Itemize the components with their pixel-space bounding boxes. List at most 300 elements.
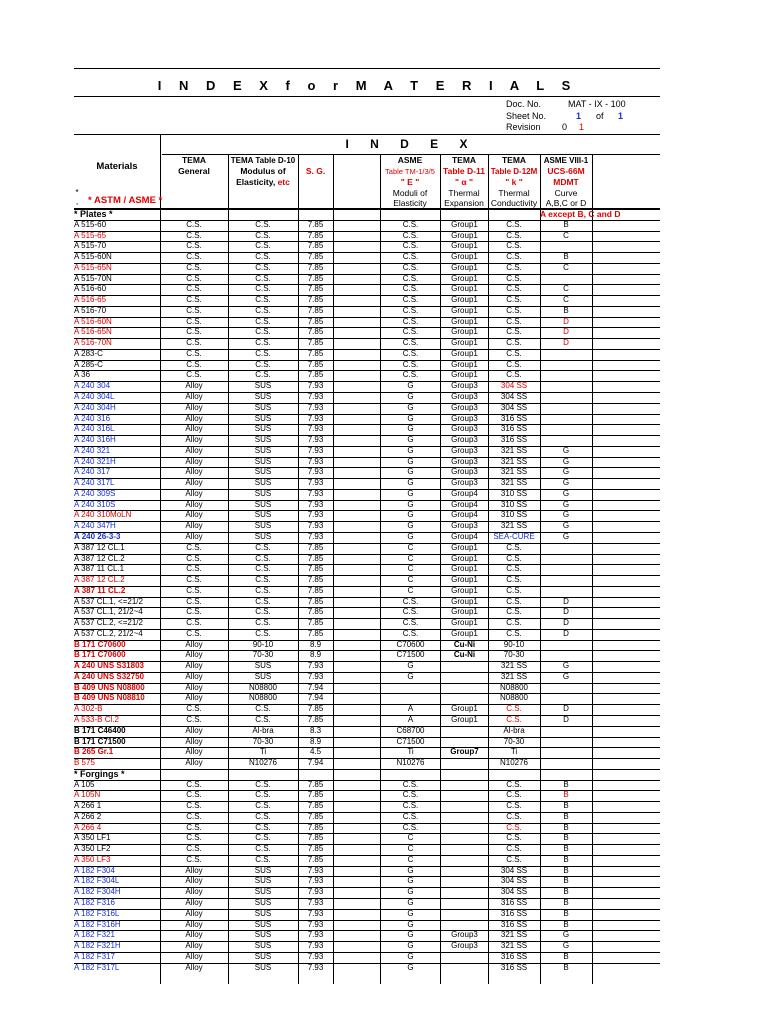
asme-e-cell: C — [407, 564, 414, 574]
material-cell: A 387 12 CL.2 — [74, 575, 125, 585]
general-cell: Alloy — [185, 919, 203, 929]
sg-cell: 7.85 — [307, 327, 324, 337]
alpha-cell: Cu-Ni — [453, 639, 476, 649]
k-cell: 316 SS — [500, 908, 528, 918]
curve-cell: B — [563, 919, 569, 929]
asme-e-cell: C — [407, 854, 414, 864]
asme-e-cell: C.S. — [402, 822, 419, 832]
k-cell: 321 SS — [500, 671, 528, 681]
asme-e-cell: C71500 — [396, 650, 425, 660]
asme-e-cell: C.S. — [402, 790, 419, 800]
general-cell: Alloy — [185, 381, 203, 391]
table-row — [74, 607, 660, 618]
asme-e-cell: G — [407, 445, 414, 455]
curve-cell: D — [563, 338, 569, 348]
asme-e-cell: C.S. — [402, 628, 419, 638]
asme-e-cell: G — [407, 865, 414, 875]
curve-cell: D — [563, 704, 569, 714]
alpha-cell: Group3 — [451, 941, 478, 951]
k-cell: C.S. — [506, 822, 522, 832]
material-cell: A 516-60N — [74, 316, 112, 326]
k-cell: C.S. — [506, 844, 522, 854]
curve-cell: G — [562, 671, 570, 681]
general-cell: Alloy — [185, 445, 203, 455]
general-cell: C.S. — [186, 822, 202, 832]
k-cell: C.S. — [506, 607, 522, 617]
asme-e-cell: G — [407, 671, 414, 681]
k-cell: 316 SS — [500, 962, 528, 972]
header-ucs66m: UCS-66M — [547, 166, 585, 176]
modulus-cell: C.S. — [255, 714, 271, 724]
k-cell: 70-30 — [503, 650, 525, 660]
alpha-cell: Group1 — [451, 596, 478, 606]
asme-e-cell: G — [407, 876, 414, 886]
general-cell: Alloy — [185, 435, 203, 445]
k-cell: C.S. — [506, 230, 522, 240]
modulus-cell: SUS — [254, 413, 272, 423]
material-cell: A 240 310MoLN — [74, 510, 132, 520]
asme-e-cell: C.S. — [402, 370, 419, 380]
k-cell: N08800 — [499, 682, 529, 692]
material-cell: A 285-C — [74, 359, 103, 369]
k-cell: C.S. — [506, 219, 522, 229]
general-cell: Alloy — [185, 908, 203, 918]
curve-cell: B — [563, 790, 569, 800]
curve-cell: D — [563, 327, 569, 337]
k-cell: 321 SS — [500, 521, 528, 531]
asme-e-cell: C.S. — [402, 607, 419, 617]
table-row — [74, 478, 660, 489]
asme-e-cell: C70600 — [396, 639, 425, 649]
header-curve: Curve — [554, 188, 578, 198]
modulus-cell: SUS — [254, 488, 272, 498]
material-cell: A 515-60N — [74, 252, 112, 262]
table-row — [74, 887, 660, 898]
modulus-cell: SUS — [254, 510, 272, 520]
k-cell: C.S. — [506, 241, 522, 251]
general-cell: C.S. — [186, 262, 202, 272]
asme-e-cell: G — [407, 941, 414, 951]
modulus-cell: SUS — [254, 467, 272, 477]
table-row — [74, 597, 660, 608]
modulus-cell: C.S. — [255, 618, 271, 628]
modulus-cell: C.S. — [255, 585, 271, 595]
sheet-value: 1 — [576, 111, 582, 121]
modulus-cell: C.S. — [255, 553, 271, 563]
modulus-cell: SUS — [254, 392, 272, 402]
curve-cell: B — [563, 962, 569, 972]
modulus-cell: SUS — [254, 424, 272, 434]
sg-cell: 8.9 — [309, 736, 322, 746]
table-row — [74, 414, 660, 425]
table-row — [74, 424, 660, 435]
modulus-cell: C.S. — [255, 241, 271, 251]
table-row — [74, 252, 660, 263]
modulus-cell: SUS — [254, 941, 272, 951]
alpha-cell: Group3 — [451, 467, 478, 477]
index-title: I N D E X — [345, 137, 477, 151]
modulus-cell: C.S. — [255, 564, 271, 574]
asme-e-cell: Ti — [407, 747, 414, 757]
curve-cell: G — [562, 499, 570, 509]
title-rule — [74, 96, 660, 97]
table-row — [74, 564, 660, 575]
revision-value: 0 — [562, 122, 568, 132]
material-cell: A 182 F316 — [74, 898, 115, 907]
table-row — [74, 737, 660, 748]
asme-e-cell: G — [407, 456, 414, 466]
sg-cell: 7.93 — [307, 445, 324, 455]
modulus-cell: SUS — [254, 531, 272, 541]
general-cell: C.S. — [186, 585, 202, 595]
material-cell: A 182 F316L — [74, 908, 120, 918]
alpha-cell: Group1 — [451, 230, 478, 240]
general-cell: Alloy — [185, 661, 203, 671]
modulus-cell: C.S. — [255, 811, 271, 821]
general-cell: Alloy — [185, 424, 203, 434]
table-row — [74, 715, 660, 726]
general-cell: Alloy — [185, 531, 203, 541]
header-conductivity: Conductivity — [490, 198, 538, 208]
table-row — [74, 629, 660, 640]
asme-e-cell: G — [407, 887, 414, 897]
k-cell: C.S. — [506, 833, 522, 843]
asme-e-cell: C.S. — [402, 273, 419, 283]
k-cell: C.S. — [506, 305, 522, 315]
sg-cell: 7.93 — [307, 941, 324, 951]
material-cell: A 240 316 — [74, 413, 111, 423]
table-row — [74, 317, 660, 328]
general-cell: C.S. — [186, 316, 202, 326]
sg-cell: 7.85 — [307, 241, 324, 251]
table-row — [74, 231, 660, 242]
k-cell: C.S. — [506, 316, 522, 326]
k-cell: 321 SS — [500, 467, 528, 477]
header-tema-d10: TEMA Table D-10 — [230, 156, 296, 165]
table-row — [74, 941, 660, 952]
of-value: 1 — [618, 111, 624, 121]
sg-cell: 7.85 — [307, 316, 324, 326]
asme-e-cell: C.S. — [402, 348, 419, 358]
of-label: of — [596, 111, 604, 121]
sg-cell: 7.85 — [307, 628, 324, 638]
sg-cell: 7.93 — [307, 402, 324, 412]
asme-e-cell: C.S. — [402, 252, 419, 262]
alpha-cell: Group1 — [451, 618, 478, 628]
modulus-cell: SUS — [254, 930, 272, 940]
modulus-cell: SUS — [254, 951, 272, 961]
materials-table-body — [0, 209, 768, 973]
k-cell: C.S. — [506, 370, 522, 380]
curve-cell: G — [562, 478, 570, 488]
material-cell: A 182 F316H — [74, 919, 121, 929]
sg-cell: 7.93 — [307, 392, 324, 402]
alpha-cell: Group1 — [451, 262, 478, 272]
k-cell: 304 SS — [500, 876, 528, 886]
alpha-cell: Group1 — [451, 241, 478, 251]
material-cell: A 387 11 CL.2 — [74, 585, 126, 595]
header-sg: S. G. — [305, 166, 326, 176]
alpha-cell: Group3 — [451, 402, 478, 412]
table-row — [74, 575, 660, 586]
sg-cell: 7.85 — [307, 854, 324, 864]
sg-cell: 7.93 — [307, 887, 324, 897]
header-k: " k " — [505, 177, 523, 187]
general-cell: Alloy — [185, 456, 203, 466]
material-cell: A 240 304L — [74, 392, 115, 402]
asme-e-cell: G — [407, 413, 414, 423]
alpha-cell: Group1 — [451, 542, 478, 552]
modulus-cell: SUS — [254, 919, 272, 929]
general-cell: C.S. — [186, 359, 202, 369]
material-cell: A 240 316L — [74, 424, 115, 434]
modulus-cell: C.S. — [255, 305, 271, 315]
sg-cell: 7.85 — [307, 542, 324, 552]
k-cell: C.S. — [506, 596, 522, 606]
sg-cell: 7.94 — [307, 758, 324, 768]
k-cell: 304 SS — [500, 402, 528, 412]
asme-e-cell: G — [407, 435, 414, 445]
alpha-cell: Group1 — [451, 252, 478, 262]
alpha-cell: Group1 — [451, 714, 478, 724]
curve-cell: C — [563, 230, 569, 240]
sg-cell: 7.85 — [307, 359, 324, 369]
table-row — [74, 693, 660, 704]
alpha-cell: Group1 — [451, 273, 478, 283]
header-tema3: TEMA — [501, 155, 527, 165]
table-row — [74, 510, 660, 521]
curve-cell: B — [563, 305, 569, 315]
sg-cell: 7.93 — [307, 930, 324, 940]
material-cell: A 537 CL.1, <=21/2 — [74, 596, 143, 606]
table-row — [74, 726, 660, 737]
material-cell: A 515-70N — [74, 273, 112, 283]
material-cell: A 240 UNS S31803 — [74, 661, 144, 671]
general-cell: C.S. — [186, 273, 202, 283]
table-row — [74, 747, 660, 758]
alpha-cell: Group1 — [451, 295, 478, 305]
asme-e-cell: G — [407, 488, 414, 498]
k-cell: C.S. — [506, 564, 522, 574]
header-expansion: Expansion — [444, 198, 484, 208]
material-cell: A 240 309S — [74, 488, 116, 498]
material-cell: A 515-60 — [74, 219, 107, 229]
section-title: * Plates * — [74, 209, 113, 219]
general-cell: C.S. — [186, 564, 202, 574]
doc-no-label: Doc. No. — [506, 99, 542, 109]
document-title: I N D E X f o r M A T E R I A L S — [157, 78, 578, 93]
k-cell: C.S. — [506, 542, 522, 552]
header-modulus: Modulus of — [240, 166, 286, 176]
curve-cell: G — [562, 456, 570, 466]
general-cell: C.S. — [186, 628, 202, 638]
modulus-cell: SUS — [254, 671, 272, 681]
material-cell: B 575 — [74, 758, 95, 768]
alpha-cell: Group1 — [451, 338, 478, 348]
sg-cell: 7.85 — [307, 348, 324, 358]
modulus-cell: C.S. — [255, 844, 271, 854]
sg-cell: 8.3 — [309, 725, 322, 735]
table-row — [74, 521, 660, 532]
sg-cell: 7.85 — [307, 779, 324, 789]
asme-e-cell: C.S. — [402, 295, 419, 305]
alpha-cell: Group1 — [451, 575, 478, 585]
asme-e-cell: G — [407, 962, 414, 972]
k-cell: 304 SS — [500, 865, 528, 875]
k-cell: C.S. — [506, 704, 522, 714]
k-cell: 304 SS — [500, 392, 528, 402]
general-cell: C.S. — [186, 596, 202, 606]
sg-cell: 7.93 — [307, 962, 324, 972]
asme-e-cell: C.S. — [402, 618, 419, 628]
asme-e-cell: G — [407, 499, 414, 509]
curve-cell: B — [563, 951, 569, 961]
asme-e-cell: C.S. — [402, 262, 419, 272]
material-cell: A 240 321H — [74, 456, 116, 466]
k-cell: C.S. — [506, 811, 522, 821]
material-cell: A 387 11 CL.1 — [74, 564, 125, 574]
asme-e-cell: C — [407, 575, 414, 585]
general-cell: C.S. — [186, 844, 202, 854]
table-row — [74, 704, 660, 715]
modulus-cell: C.S. — [255, 348, 271, 358]
k-cell: C.S. — [506, 628, 522, 638]
table-row — [74, 220, 660, 231]
modulus-cell: N10276 — [248, 758, 278, 768]
asme-e-cell: G — [407, 510, 414, 520]
general-cell: C.S. — [186, 801, 202, 811]
asme-e-cell: C.S. — [402, 327, 419, 337]
curve-cell: G — [562, 941, 570, 951]
sheet-label: Sheet No. — [506, 111, 547, 121]
material-cell: A 516-70 — [74, 305, 107, 315]
header-tema2: TEMA — [451, 155, 477, 165]
k-cell: C.S. — [506, 714, 522, 724]
sg-cell: 7.93 — [307, 510, 324, 520]
k-cell: 90-10 — [503, 639, 525, 649]
material-cell: A 240 310S — [74, 499, 116, 509]
asme-e-cell: A — [407, 704, 414, 714]
modulus-cell: SUS — [254, 456, 272, 466]
sg-cell: 7.93 — [307, 456, 324, 466]
asme-e-cell: C — [407, 585, 414, 595]
modulus-cell: 90-10 — [252, 639, 274, 649]
k-cell: C.S. — [506, 295, 522, 305]
general-cell: C.S. — [186, 553, 202, 563]
k-cell: 316 SS — [500, 951, 528, 961]
asme-e-cell: C.S. — [402, 596, 419, 606]
modulus-cell: C.S. — [255, 295, 271, 305]
header-e: " E " — [400, 177, 420, 187]
revision-num: 1 — [579, 122, 585, 132]
k-cell: C.S. — [506, 284, 522, 294]
asme-e-cell: C — [407, 844, 414, 854]
material-cell: A 516-65N — [74, 327, 112, 337]
sg-cell: 7.93 — [307, 521, 324, 531]
modulus-cell: SUS — [254, 962, 272, 972]
doc-no-value: MAT - IX - 100 — [568, 99, 626, 109]
table-row — [74, 930, 660, 941]
table-row — [74, 274, 660, 285]
general-cell: C.S. — [186, 348, 202, 358]
material-cell: B 171 C70600 — [74, 639, 126, 649]
header-table-tm: Table TM-1/3/5 — [385, 167, 435, 176]
k-cell: 316 SS — [500, 919, 528, 929]
sg-cell: 7.85 — [307, 833, 324, 843]
asme-e-cell: G — [407, 392, 414, 402]
general-cell: C.S. — [186, 790, 202, 800]
material-cell: A 537 CL.1, 21/2~4 — [74, 607, 143, 617]
asme-e-cell: C.S. — [402, 779, 419, 789]
modulus-cell: Ti — [259, 747, 267, 757]
asme-e-cell: G — [407, 467, 414, 477]
asme-e-cell: G — [407, 531, 414, 541]
header-general: General — [178, 166, 210, 176]
header-asme: ASME — [397, 155, 423, 165]
k-cell: C.S. — [506, 327, 522, 337]
table-row — [74, 812, 660, 823]
sg-cell: 7.85 — [307, 575, 324, 585]
asme-e-cell: C.S. — [402, 241, 419, 251]
sg-cell: 7.93 — [307, 865, 324, 875]
k-cell: Ti — [510, 747, 518, 757]
material-cell: A 182 F321H — [74, 941, 121, 951]
modulus-cell: C.S. — [255, 327, 271, 337]
asme-e-cell: G — [407, 478, 414, 488]
asme-e-cell: C68700 — [396, 725, 425, 735]
section-header — [74, 209, 660, 220]
general-cell: C.S. — [186, 295, 202, 305]
k-cell: 310 SS — [500, 488, 528, 498]
modulus-cell: SUS — [254, 898, 272, 907]
k-cell: C.S. — [506, 338, 522, 348]
modulus-cell: SUS — [254, 402, 272, 412]
sg-cell: 7.85 — [307, 295, 324, 305]
asme-e-cell: C.S. — [402, 359, 419, 369]
sg-cell: 8.9 — [309, 650, 322, 660]
modulus-cell: C.S. — [255, 790, 271, 800]
material-cell: A 516-60 — [74, 284, 107, 294]
curve-cell: D — [563, 714, 569, 724]
top-rule — [74, 68, 660, 69]
material-cell: A 240 316H — [74, 435, 116, 445]
general-cell: C.S. — [186, 284, 202, 294]
material-cell: B 265 Gr.1 — [74, 747, 114, 757]
material-cell: A 182 F317 — [74, 951, 115, 961]
table-row — [74, 683, 660, 694]
k-cell: 304 SS — [500, 887, 528, 897]
table-row — [74, 661, 660, 672]
general-cell: C.S. — [186, 327, 202, 337]
general-cell: Alloy — [185, 951, 203, 961]
modulus-cell: SUS — [254, 445, 272, 455]
material-cell: A 515-70 — [74, 241, 107, 251]
material-cell: A 182 F304 — [74, 865, 115, 875]
curve-cell: B — [563, 801, 569, 811]
sg-cell: 7.85 — [307, 596, 324, 606]
general-cell: Alloy — [185, 478, 203, 488]
general-cell: Alloy — [185, 962, 203, 972]
k-cell: C.S. — [506, 348, 522, 358]
modulus-cell: SUS — [254, 661, 272, 671]
modulus-cell: C.S. — [255, 575, 271, 585]
table-row — [74, 952, 660, 963]
general-cell: C.S. — [186, 241, 202, 251]
k-cell: 321 SS — [500, 456, 528, 466]
material-cell: A 515-65N — [74, 262, 112, 272]
sg-cell: 7.85 — [307, 284, 324, 294]
sg-cell: 7.93 — [307, 951, 324, 961]
